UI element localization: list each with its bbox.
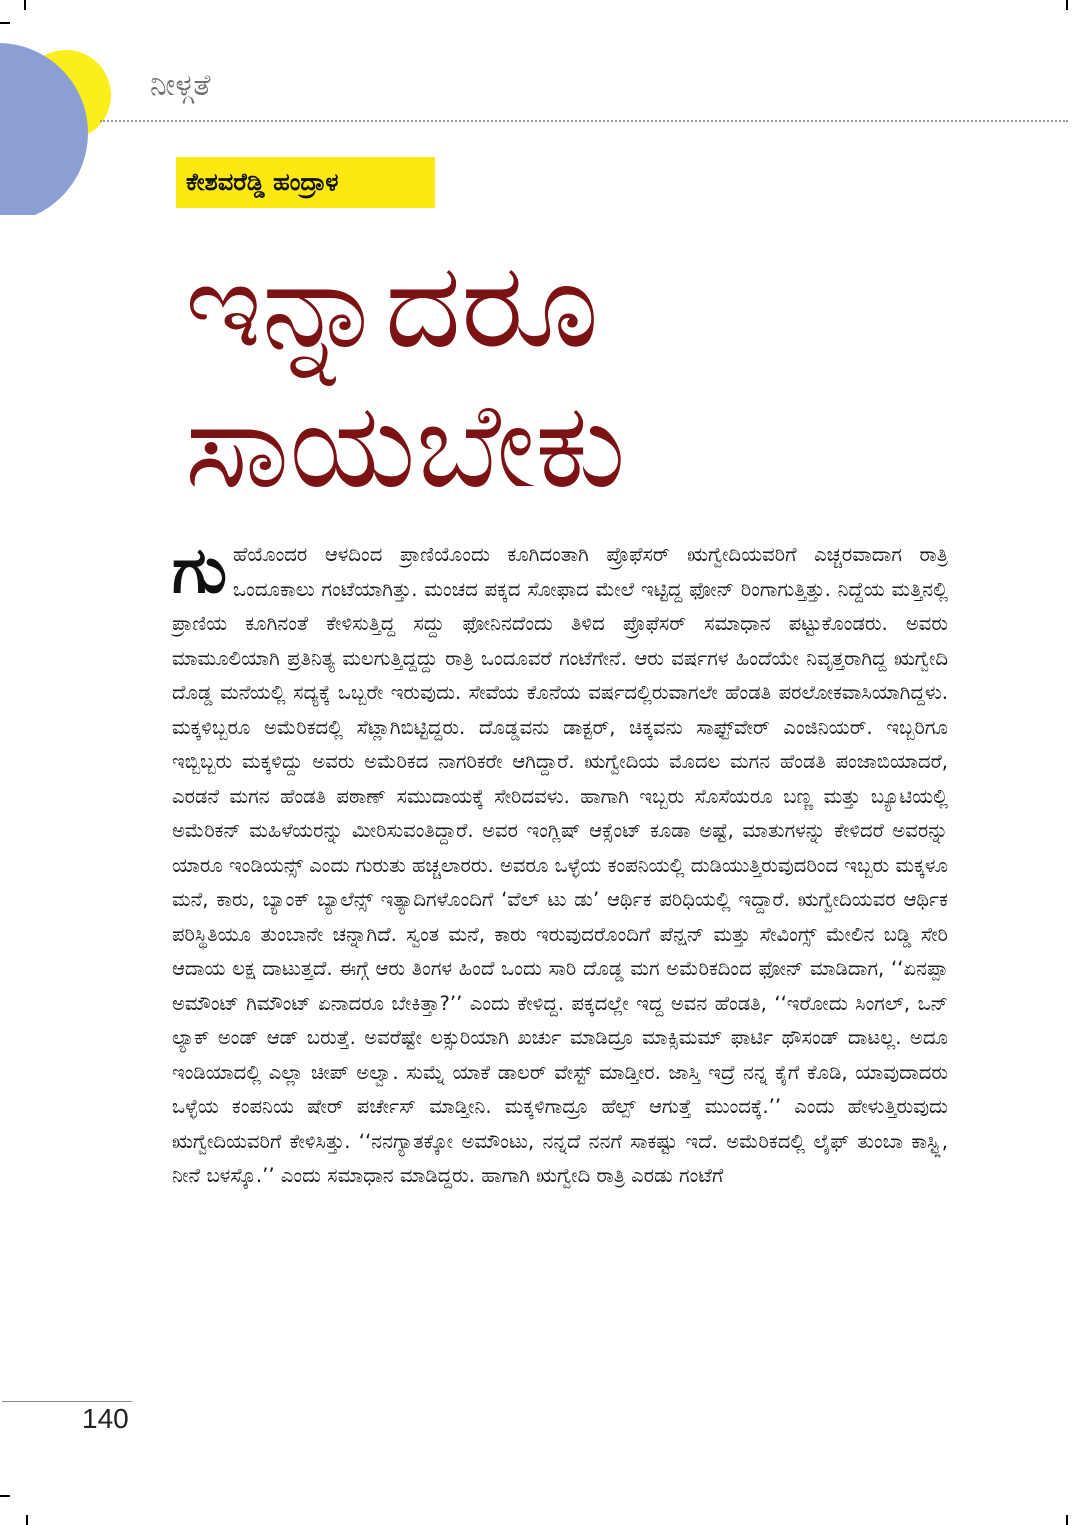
section-label: ನೀಳ್ಗತೆ bbox=[150, 68, 211, 103]
title-line-1: ಇನ್ನಾದರೂ bbox=[185, 236, 599, 374]
crop-mark-left-lower bbox=[0, 1495, 10, 1497]
article-body bbox=[172, 534, 948, 1194]
crop-mark-bottom-left bbox=[26, 1515, 28, 1525]
crop-mark-top-right bbox=[1066, 0, 1068, 10]
article-title bbox=[185, 235, 905, 515]
drop-cap: ಗು bbox=[172, 534, 227, 608]
crop-mark-bottom-right bbox=[1066, 1515, 1068, 1525]
body-paragraph: ಹೆಯೊಂದರ ಆಳದಿಂದ ಪ್ರಾಣಿಯೊಂದು ಕೂಗಿದಂತಾಗಿ ಪ್ರೊಫೆಸರ್ ಋಗ್ವೇದಿಯವರಿಗೆ ಎಚ್ಚರವಾದಾಗ ರಾತ್ರಿ ಒಂದೂಕಾಲು ಗಂಟೆಯಾಗಿತ್ತು. ಮಂಚದ ಪಕ್ಕದ ಸೋಫಾದ ಮೇಲೆ ಇಟ್ಟಿದ್ದ ಫೋನ್ ರಿಂಗಾಗುತ್ತಿತ್ತು. ನಿದ್ದೆಯ ಮತ್ತಿನಲ್ಲಿ ಪ್ರಾಣಿಯ ಕೂಗಿನಂತೆ ಕೇಳಿಸುತ್ತಿದ್ದ ಸದ್ದು ಫೋನಿನದೆಂದು ತಿಳಿದ ಪ್ರೊಫೆಸರ್ ಸಮಾಧಾನ ಪಟ್ಟುಕೊಂಡರು. ಅವರು ಮಾಮೂಲಿಯಾಗಿ ಪ್ರತಿನಿತ್ಯ ಮಲಗುತ್ತಿದ್ದದ್ದು ರಾತ್ರಿ ಒಂದೂವರೆ ಗಂಟೆಗೇನೆ. ಆರು ವರ್ಷಗಳ ಹಿಂದೆಯೇ ನಿವೃತ್ತರಾಗಿದ್ದ ಋಗ್ವೇದಿ ದೊಡ್ಡ ಮನೆಯಲ್ಲಿ ಸದ್ಯಕ್ಕೆ ಒಬ್ಬರೇ ಇರುವುದು. ಸೇವೆಯ ಕೊನೆಯ ವರ್ಷದಲ್ಲಿರುವಾಗಲೇ ಹೆಂಡತಿ ಪರಲೋಕವಾಸಿಯಾಗಿದ್ದಳು. ಮಕ್ಕಳಿಬ್ಬರೂ ಅಮೆರಿಕದಲ್ಲಿ ಸೆಟ್ಲಾಗಿಬಿಟ್ಟಿದ್ದರು. ದೊಡ್ಡವನು ಡಾಕ್ಟರ್, ಚಿಕ್ಕವನು ಸಾಫ್ಟ್‌ವೇರ್ ಎಂಜಿನಿಯರ್. ಇಬ್ಬರಿಗೂ ಇಬ್ಬಿಬ್ಬರು ಮಕ್ಕಳಿದ್ದು ಅವರು ಅಮೆರಿಕದ ನಾಗರಿಕರೇ ಆಗಿದ್ದಾರೆ. ಋಗ್ವೇದಿಯ ಮೊದಲ ಮಗನ ಹೆಂಡತಿ ಪಂಜಾಬಿಯಾದರೆ, ಎರಡನೆ ಮಗನ ಹೆಂಡತಿ ಪಠಾಣ್ ಸಮುದಾಯಕ್ಕೆ ಸೇರಿದವಳು. ಹಾಗಾಗಿ ಇಬ್ಬರು ಸೊಸೆಯರೂ ಬಣ್ಣ ಮತ್ತು ಬ್ಯೂಟಿಯಲ್ಲಿ ಅಮೆರಿಕನ್ ಮಹಿಳೆಯರನ್ನು ಮೀರಿಸುವಂತಿದ್ದಾರೆ. ಅವರ ಇಂಗ್ಲಿಷ್ ಆಕ್ಸೆಂಟ್ ಕೂಡಾ ಅಷ್ಟೆ, ಮಾತುಗಳನ್ನು ಕೇಳಿದರೆ ಅವರನ್ನು ಯಾರೂ ಇಂಡಿಯನ್ಸ್ ಎಂದು ಗುರುತು ಹಚ್ಚಲಾರರು. ಅವರೂ ಒಳ್ಳೆಯ ಕಂಪನಿಯಲ್ಲಿ ದುಡಿಯುತ್ತಿರುವುದರಿಂದ ಇಬ್ಬರು ಮಕ್ಕಳೂ ಮನೆ, ಕಾರು, ಬ್ಯಾಂಕ್ ಬ್ಯಾಲೆನ್ಸ್ ಇತ್ಯಾದಿಗಳೊಂದಿಗೆ ‘ವೆಲ್ ಟು ಡು’ ಆರ್ಥಿಕ ಪರಿಧಿಯಲ್ಲಿ ಇದ್ದಾರೆ. ಋಗ್ವೇದಿಯವರ ಆರ್ಥಿಕ ಪರಿಸ್ಥಿತಿಯೂ ತುಂಬಾನೇ ಚನ್ನಾಗಿದೆ. ಸ್ವಂತ ಮನೆ, ಕಾರು ಇರುವುದರೊಂದಿಗೆ ಪೆನ್ಷನ್ ಮತ್ತು ಸೇವಿಂಗ್ಸ್ ಮೇಲಿನ ಬಡ್ಡಿ ಸೇರಿ ಆದಾಯ ಲಕ್ಷ ದಾಟುತ್ತದೆ. ಈಗ್ಗೆ ಆರು ತಿಂಗಳ ಹಿಂದೆ ಒಂದು ಸಾರಿ ದೊಡ್ಡ ಮಗ ಅಮೆರಿಕದಿಂದ ಫೋನ್ ಮಾಡಿದಾಗ, ‘‘ಏನಪ್ಪಾ ಅಮೌಂಟ್ ಗಿಮೌಂಟ್ ಏನಾದರೂ ಬೇಕಿತ್ತಾ?’’ ಎಂದು ಕೇಳಿದ್ದ. ಪಕ್ಕದಲ್ಲೇ ಇದ್ದ ಅವನ ಹೆಂಡತಿ, ‘‘ಇರೋದು ಸಿಂಗಲ್, ಒನ್ ಲ್ಯಾಕ್ ಅಂಡ್ ಆಡ್ ಬರುತ್ತೆ. ಅವರೆಷ್ಟೇ ಲಕ್ಸುರಿಯಾಗಿ ಖರ್ಚು ಮಾಡಿದ್ರೂ ಮಾಕ್ಸಿಮಮ್ ಫಾರ್ಟಿ ಥೌಸಂಡ್ ದಾಟಲ್ಲ. ಅದೂ ಇಂಡಿಯಾದಲ್ಲಿ ಎಲ್ಲಾ ಚೀಪ್ ಅಲ್ವಾ. ಸುಮ್ನೆ ಯಾಕೆ ಡಾಲರ್ ವೇಸ್ಟ್ ಮಾಡ್ತೀರ. ಜಾಸ್ತಿ ಇದ್ರೆ ನನ್ನ ಕೈಗೆ ಕೊಡಿ, ಯಾವುದಾದರು ಒಳ್ಳೆಯ ಕಂಪನಿಯ ಷೇರ್ ಪರ್ಚೇಸ್ ಮಾಡ್ತೀನಿ. ಮಕ್ಕಳಿಗಾದ್ರೂ ಹೆಲ್ಪ್ ಆಗುತ್ತೆ ಮುಂದಕ್ಕೆ.’’ ಎಂದು ಹೇಳುತ್ತಿರುವುದು ಋಗ್ವೇದಿಯವರಿಗೆ ಕೇಳಿಸಿತ್ತು. ‘‘ನನಗ್ಯಾತಕ್ಕೋ ಅಮೌಂಟು, ನನ್ನದೆ ನನಗೆ ಸಾಕಷ್ಟು ಇದೆ. ಅಮೆರಿಕದಲ್ಲಿ ಲೈಫ್ ತುಂಬಾ ಕಾಸ್ಟ್ಲಿ, ನೀನೆ ಬಳಸ್ಕೊ.’’ ಎಂದು ಸಮಾಧಾನ ಮಾಡಿದ್ದರು. ಹಾಗಾಗಿ ಋಗ್ವೇದಿ ರಾತ್ರಿ ಎರಡು ಗಂಟೆಗೆ bbox=[172, 543, 948, 1187]
decorative-circles bbox=[0, 0, 130, 215]
title-line-2: ಸಾಯಬೇಕು bbox=[185, 376, 626, 514]
header-dotted-rule bbox=[100, 120, 1068, 122]
author-name: ಕೇಶವರೆಡ್ಡಿ ಹಂದ್ರಾಳ bbox=[176, 157, 435, 208]
page-number: 140 bbox=[82, 1403, 129, 1434]
